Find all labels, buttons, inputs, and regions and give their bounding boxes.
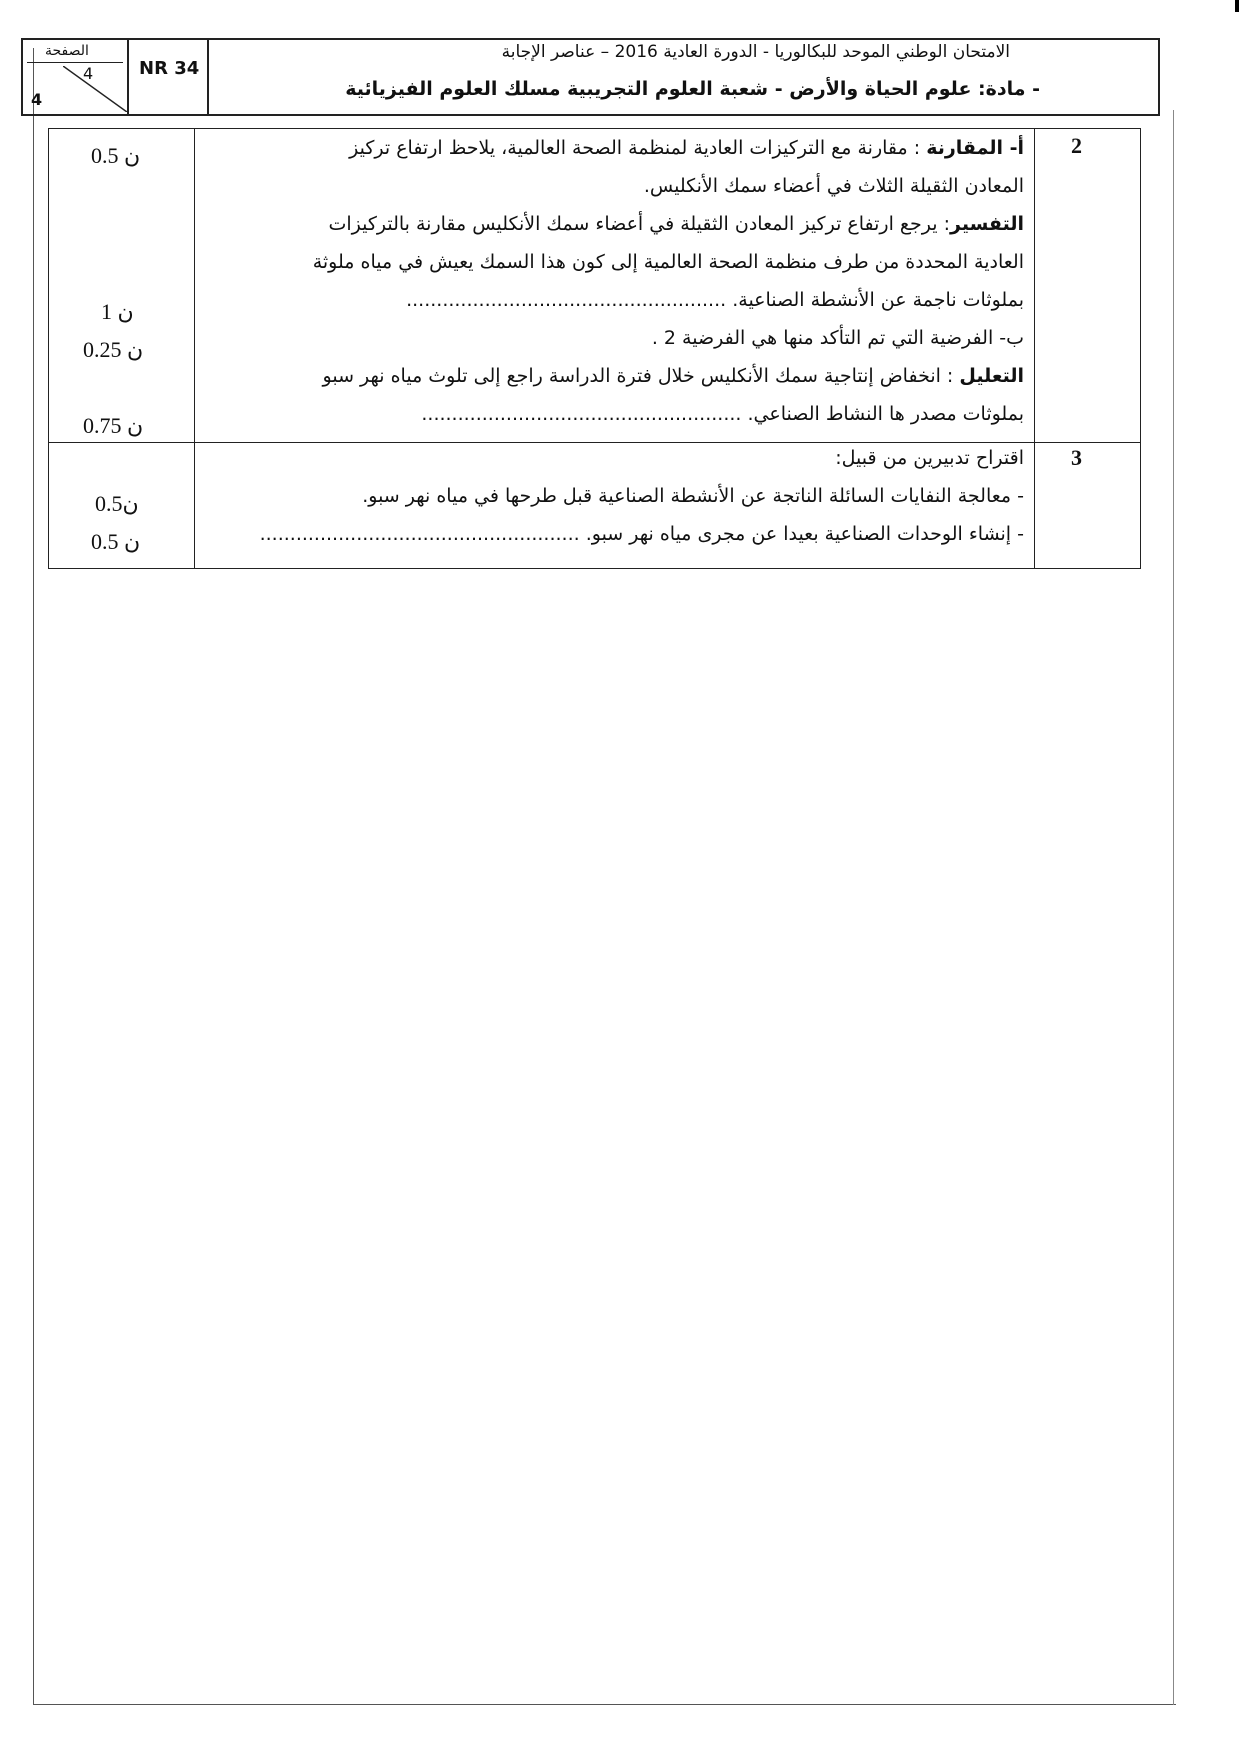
page-total: 4: [31, 90, 43, 109]
answer-line: [313, 251, 1024, 273]
answer-line-text: : مقارنة مع التركيزات العادية لمنظمة الصحة العالمية، يلاحظ ارتفاع تركيز: [349, 137, 927, 159]
answer-line: [652, 327, 1024, 349]
exam-subject: - مادة: علوم الحياة والأرض - شعبة العلوم التجريبية مسلك العلوم الفيزيائية: [345, 78, 1040, 100]
answer-line-text: - إنشاء الوحدات الصناعية بعيدا عن مجرى مياه نهر سبو. .....................................................: [259, 523, 1024, 545]
answer-line-text: ب- الفرضية التي تم التأكد منها هي الفرضية 2 .: [651, 327, 1024, 349]
score: 0.5 ن: [91, 529, 141, 554]
score: 0.5 ن: [91, 143, 141, 168]
answer-line-text: بملوثات مصدر ها النشاط الصناعي. .....................................................: [421, 403, 1024, 425]
answer-line-label: أ- المقارنة: [926, 137, 1024, 159]
exam-title: الامتحان الوطني الموحد للبكالوريا - الدورة العادية 2016 – عناصر الإجابة: [501, 42, 1010, 62]
score-column-divider: [194, 129, 195, 568]
answer-line-text: : يرجع ارتفاع تركيز المعادن الثقيلة في أعضاء سمك الأنكليس مقارنة بالتركيزات: [328, 213, 950, 235]
answer-line: [644, 175, 1024, 197]
answer-line: [406, 289, 1024, 311]
answer-line-label: التفسير: [950, 213, 1024, 235]
answer-line-text: : انخفاض إنتاجية سمك الأنكليس خلال فترة الدراسة راجع إلى تلوث مياه نهر سبو: [322, 365, 960, 387]
page-number: 4: [83, 64, 94, 83]
exam-code-box: [129, 40, 209, 114]
answer-table: [48, 128, 1141, 569]
answer-line: [835, 447, 1024, 469]
page-box-diagonal: [63, 66, 127, 112]
answer-line-text: العادية المحددة من طرف منظمة الصحة العالمية إلى كون هذا السمك يعيش في مياه ملوثة: [312, 251, 1024, 273]
page-label: الصفحة: [45, 43, 89, 59]
question-number: 2: [1071, 133, 1082, 158]
answer-line: [349, 137, 1024, 159]
answer-line: [421, 403, 1024, 425]
page-frame-left: [33, 48, 34, 1705]
score: 0.75 ن: [83, 413, 144, 438]
score: 0.5ن: [95, 491, 139, 516]
question-column-divider: [1034, 129, 1035, 568]
question-number: 3: [1071, 445, 1082, 470]
answer-line: [260, 523, 1024, 545]
answer-line-text: المعادن الثقيلة الثلاث في أعضاء سمك الأنكليس.: [643, 175, 1024, 197]
page-box: [23, 40, 129, 114]
exam-header: [21, 38, 1160, 116]
score: 1 ن: [101, 299, 134, 324]
page-frame-right: [1173, 110, 1174, 1705]
score: 0.25 ن: [83, 337, 144, 362]
scan-edge-mark: [1235, 0, 1239, 12]
answer-line: [362, 485, 1024, 507]
answer-line: [328, 213, 1024, 235]
answer-line-text: اقتراح تدبيرين من قبيل:: [835, 447, 1024, 469]
answer-line-label: التعليل: [959, 365, 1024, 387]
page-box-divider: [27, 62, 123, 63]
page-frame-bottom: [33, 1704, 1176, 1705]
exam-code: NR 34: [139, 58, 200, 79]
exam-title-box: [209, 40, 1158, 114]
answer-line-text: - معالجة النفايات السائلة الناتجة عن الأنشطة الصناعية قبل طرحها في مياه نهر سبو.: [362, 485, 1024, 507]
answer-line-text: بملوثات ناجمة عن الأنشطة الصناعية. .....................................................: [406, 289, 1024, 311]
answer-line: [323, 365, 1024, 387]
row-divider: [49, 442, 1140, 443]
